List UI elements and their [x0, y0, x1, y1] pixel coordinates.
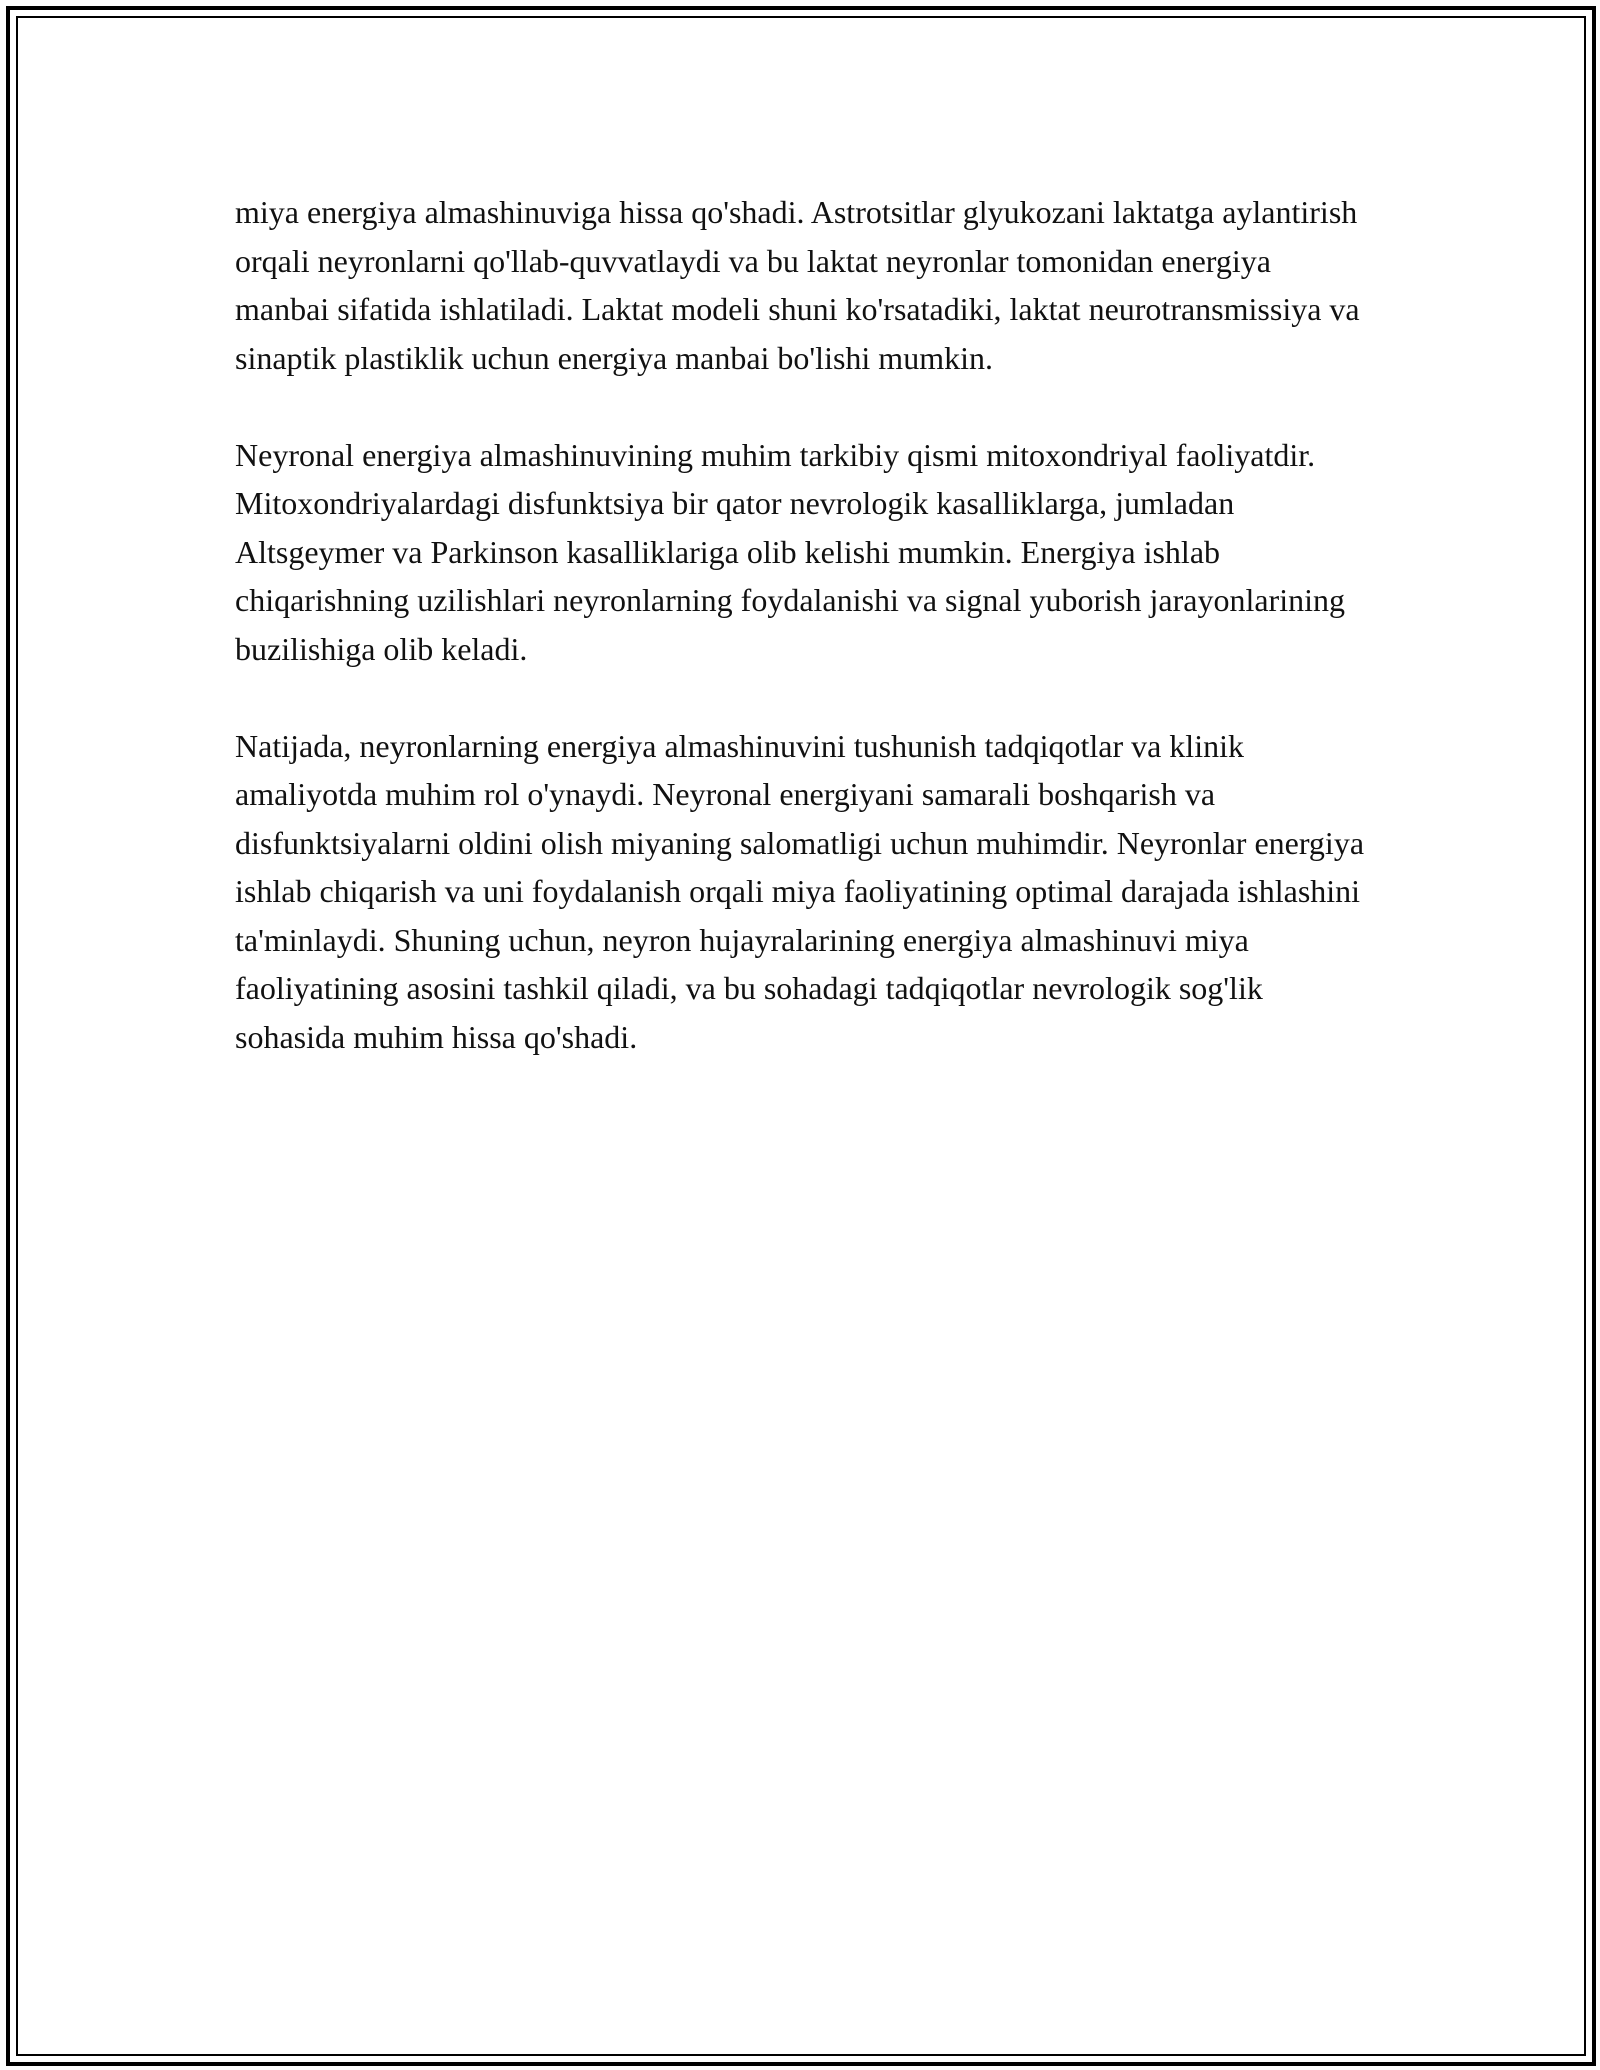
document-body	[235, 188, 1365, 1110]
paragraph-1: miya energiya almashinuviga hissa qo'shadi. Astrotsitlar glyukozani laktatga aylantirish orqali neyronlarni qo'llab-quvvatlaydi va bu laktat neyronlar tomonidan energiya manbai sifatida ishlatiladi. Laktat modeli shuni ko'rsatadiki, laktat neurotransmissiya va sinaptik plastiklik uchun energiya manbai bo'lishi mumkin.	[235, 194, 1360, 376]
paragraph-2: Neyronal energiya almashinuvining muhim tarkibiy qismi mitoxondriyal faoliyatdir. Mitoxondriyalardagi disfunktsiya bir qator nevrologik kasalliklarga, jumladan Altsgeymer va Parkinson kasalliklariga olib kelishi mumkin. Energiya ishlab chiqarishning uzilishlari neyronlarning foydalanishi va signal yuborish jarayonlarining buzilishiga olib keladi.	[235, 436, 1345, 667]
paragraph-3: Natijada, neyronlarning energiya almashinuvini tushunish tadqiqotlar va klinik amaliyotda muhim rol o'ynaydi. Neyronal energiyani samarali boshqarish va disfunktsiyalarni oldini olish miyaning salomatligi uchun muhimdir. Neyronlar energiya ishlab chiqarish va uni foydalanish orqali miya faoliyatining optimal darajada ishlashini ta'minlaydi. Shuning uchun, neyron hujayralarining energiya almashinuvi miya faoliyatining asosini tashkil qiladi, va bu sohadagi tadqiqotlar nevrologik sog'lik sohasida muhim hissa qo'shadi.	[235, 727, 1365, 1055]
